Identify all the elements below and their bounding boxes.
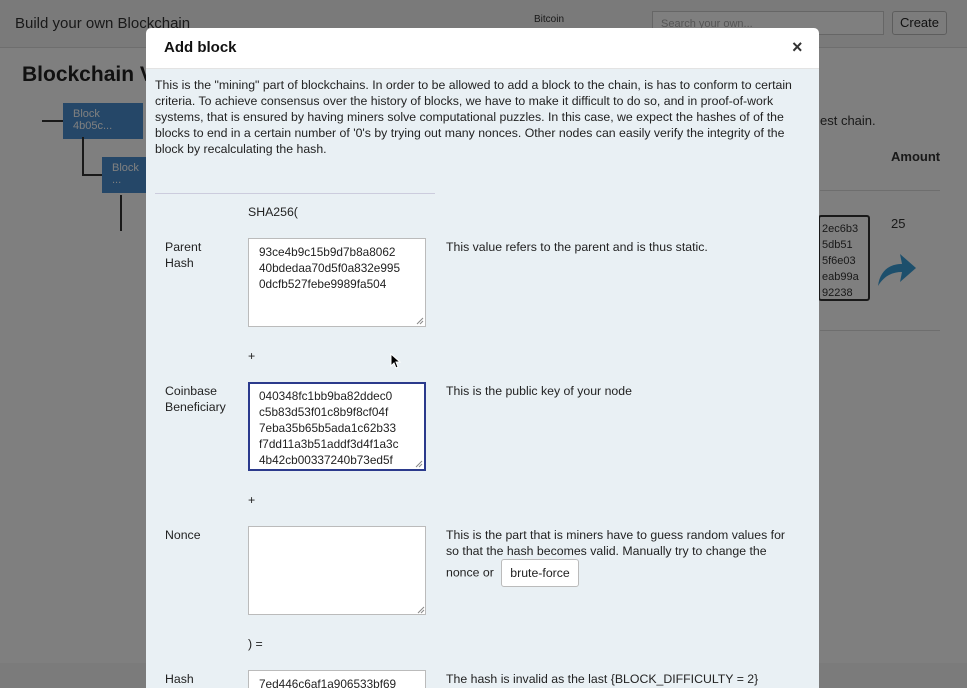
- resize-grip-icon[interactable]: [416, 317, 424, 325]
- nonce-description-text: This is the part that is miners have to guess random values for so that the hash becomes valid. Manually try to change the nonce or: [446, 528, 786, 580]
- hash-description: The hash is invalid as the last {BLOCK_DIFFICULTY = 2}: [446, 672, 759, 686]
- resize-grip-icon[interactable]: [415, 460, 423, 468]
- coinbase-line: 7eba35b65b5ada1c62b33: [259, 421, 397, 435]
- coinbase-description: This is the public key of your node: [446, 384, 632, 398]
- modal-body: [146, 69, 819, 688]
- modal-header: [146, 28, 819, 69]
- nonce-label: Nonce: [165, 528, 201, 542]
- parent-hash-field[interactable]: [248, 238, 426, 327]
- coinbase-line: f7dd11a3b51addf3d4f1a3c: [259, 437, 399, 451]
- hash-label: Hash: [165, 672, 194, 686]
- resize-grip-icon[interactable]: [417, 606, 425, 614]
- parent-hash-description: This value refers to the parent and is thus static.: [446, 240, 708, 254]
- brute-force-button[interactable]: brute-force: [501, 559, 578, 587]
- hash-field[interactable]: 7ed446c6af1a906533bf69: [248, 670, 426, 688]
- coinbase-beneficiary-label: Coinbase Beneficiary: [165, 384, 226, 414]
- parent-hash-line: 93ce4b9c15b9d7b8a8062: [259, 245, 396, 259]
- coinbase-line: c5b83d53f01c8b9f8cf04f: [259, 405, 389, 419]
- parent-hash-line: 40bdedaa70d5f0a832e995: [259, 261, 401, 275]
- sha256-open-label: SHA256(: [248, 205, 298, 219]
- parent-hash-label: Parent Hash: [165, 240, 202, 270]
- coinbase-line: 4b42cb00337240b73ed5f: [259, 453, 393, 467]
- nonce-description: [446, 527, 791, 587]
- plus-operator: +: [248, 493, 256, 507]
- close-icon[interactable]: ×: [792, 37, 803, 57]
- coinbase-line: 040348fc1bb9ba82ddec0: [259, 389, 393, 403]
- divider: [155, 193, 435, 194]
- nonce-field[interactable]: [248, 526, 426, 615]
- add-block-modal: [146, 28, 819, 688]
- parent-hash-line: 0dcfb527febe9989fa504: [259, 277, 387, 291]
- plus-operator: +: [248, 349, 256, 363]
- intro-text: This is the "mining" part of blockchains. In order to be allowed to add a block to the chain, is has to conform to certain criteria. To achieve consensus over the history of blocks, we have to make it difficult to do so, and in proof-of-work systems, that is ensured by having miners solve computational puzzles. In this case, we expect the hashes of of the blocks to end in a certain number of '0's by trying out many nonces. Other nodes can easily verify the integrity of the block by recalculating the hash.: [155, 78, 792, 156]
- modal-title: Add block: [164, 39, 237, 56]
- sha256-close-label: ) =: [248, 637, 263, 651]
- mouse-cursor-icon: [390, 353, 402, 369]
- coinbase-beneficiary-field[interactable]: [248, 382, 426, 471]
